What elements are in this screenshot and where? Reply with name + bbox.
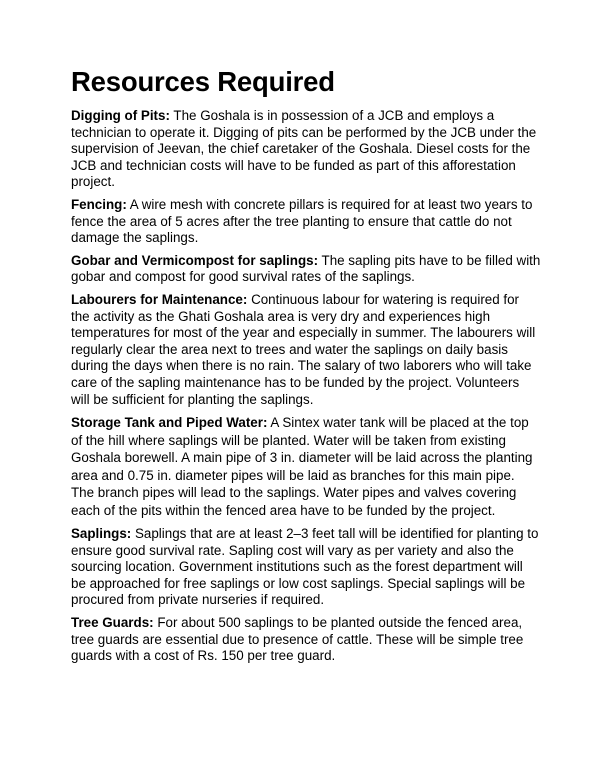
section-body: A Sintex water tank will be placed at the top of the hill where saplings will be planted. Water will be taken from existing Goshala borewell. A main pipe of 3 in. diameter will be laid across the planting area and 0.75 in. diameter pipes will be laid as branches for this main pipe. The branch pipes will lead to the saplings. Water pipes and valves covering each of the pits within the fenced area have to be funded by the project. [71, 415, 533, 518]
section-gobar-vermicompost [71, 253, 541, 286]
section-body: The Goshala is in possession of a JCB and employs a technician to operate it. Digging of pits can be performed by the JCB under the supervision of Jeevan, the chief caretaker of the Goshala. Diesel costs for the JCB and technician costs will have to be funded as part of this afforestation project. [71, 108, 537, 190]
section-heading: Labourers for Maintenance: [71, 291, 248, 307]
section-heading: Digging of Pits: [71, 108, 170, 123]
section-body: Saplings that are at least 2–3 feet tall will be identified for planting to ensure good survival rate. Sapling cost will vary as per variety and also the sourcing location. Government institutions such as the forest department will be approached for free saplings or low cost saplings. Special saplings will be procured from private nurseries if required. [71, 526, 539, 608]
page-title: Resources Required [71, 66, 335, 97]
section-storage-tank [71, 414, 541, 519]
section-heading: Storage Tank and Piped Water: [71, 415, 268, 431]
section-body: The sapling pits have to be filled with gobar and compost for good survival rates of the saplings. [71, 252, 541, 285]
section-body: Continuous labour for watering is required for the activity as the Ghati Goshala area is very dry and experiences high temperatures for most of the year and especially in summer. The labourers will regularly clear the area next to trees and water the saplings on daily basis during the days when there is no rain. The salary of two laborers who will take care of the sapling maintenance has to be funded by the project. Volunteers will be sufficient for planting the saplings. [71, 291, 536, 407]
section-heading: Tree Guards: [71, 615, 154, 631]
document-page [71, 62, 541, 671]
section-body: A wire mesh with concrete pillars is required for at least two years to fence the area of 5 acres after the tree planting to ensure that cattle do not damage the saplings. [71, 196, 533, 246]
section-tree-guards [71, 615, 541, 665]
section-digging-of-pits [71, 108, 541, 191]
section-heading: Gobar and Vermicompost for saplings: [71, 252, 319, 268]
section-labourers [71, 292, 541, 408]
section-body: For about 500 saplings to be planted outside the fenced area, tree guards are essential due to presence of cattle. These will be simple tree guards with a cost of Rs. 150 per tree guard. [71, 615, 524, 664]
section-fencing [71, 197, 541, 247]
section-heading: Fencing: [71, 196, 127, 212]
section-saplings [71, 526, 541, 609]
section-heading: Saplings: [71, 526, 132, 542]
